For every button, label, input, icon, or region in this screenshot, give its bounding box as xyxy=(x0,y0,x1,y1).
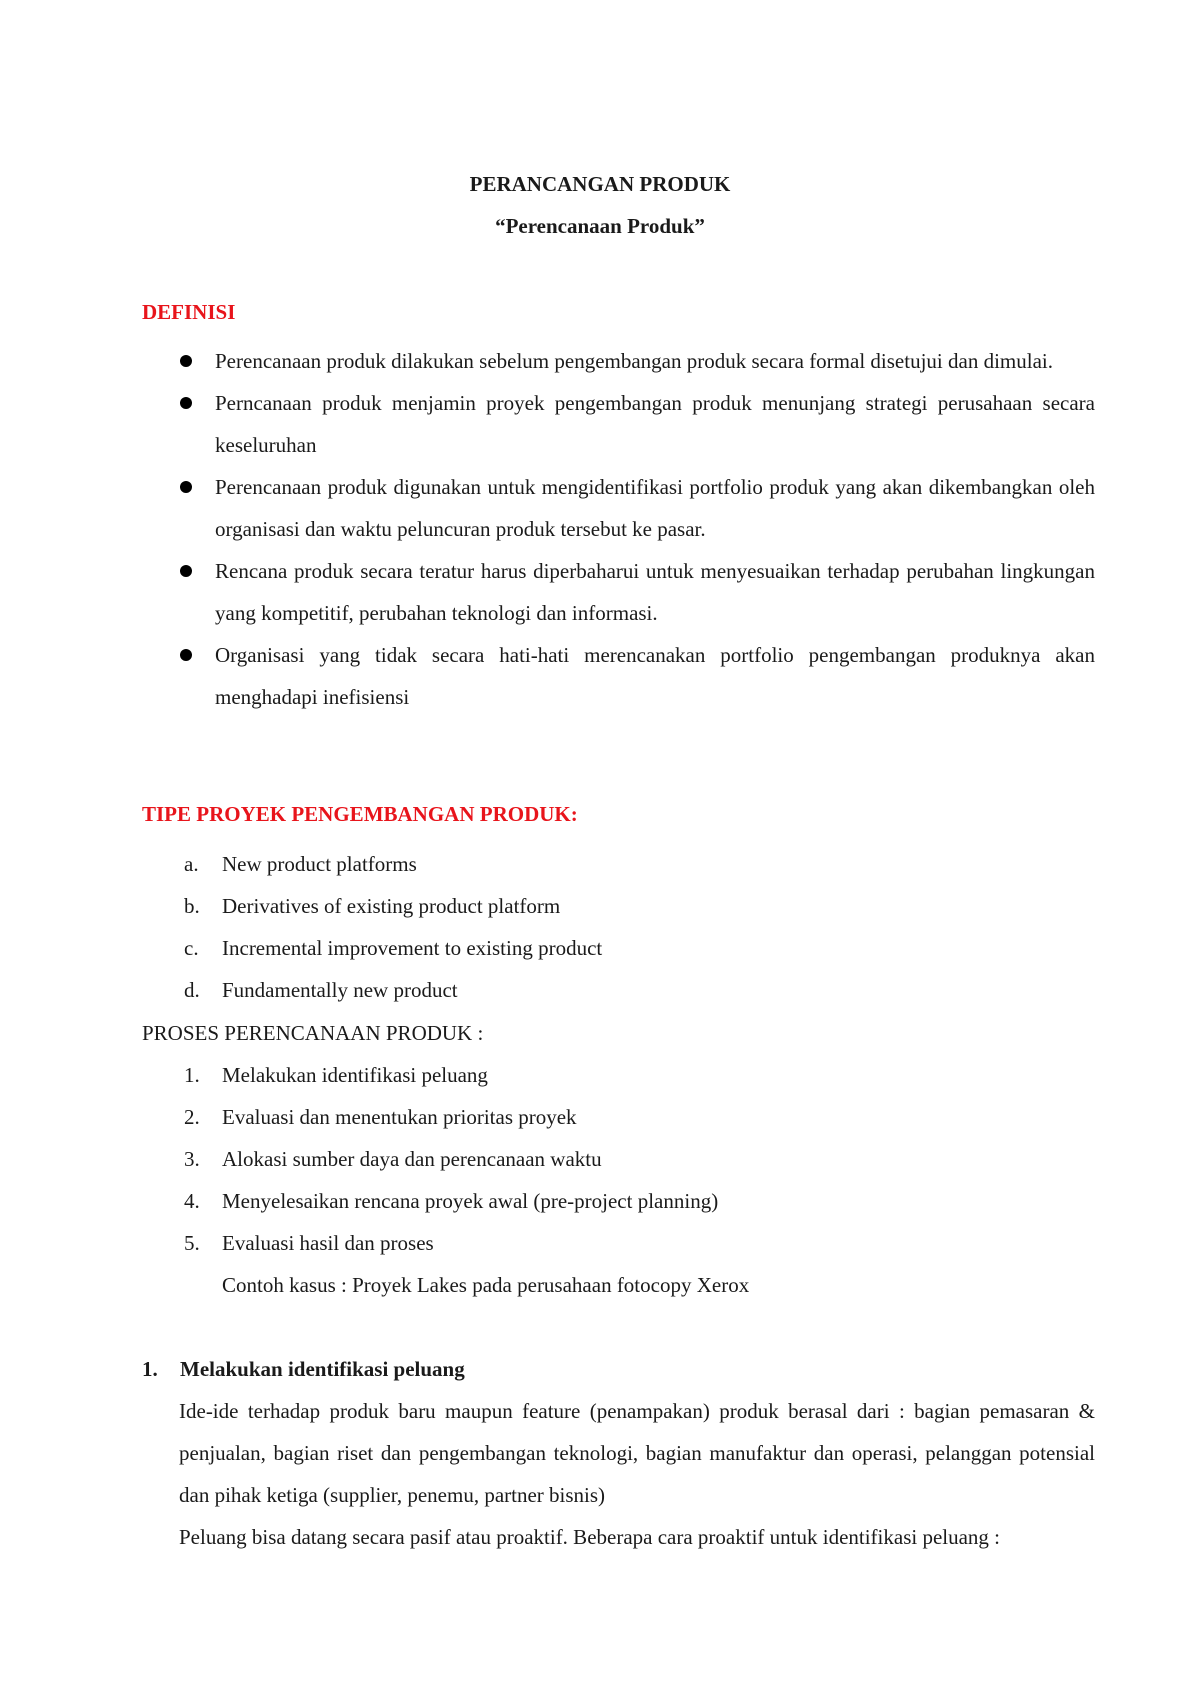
section-heading xyxy=(142,1348,465,1390)
tipe-list xyxy=(184,843,602,1011)
list-item-text: Rencana produk secara teratur harus diperbaharui untuk menyesuaikan terhadap perubahan lingkungan yang kompetitif, perubahan teknologi dan informasi. xyxy=(215,559,1095,625)
list-item-text: Melakukan identifikasi peluang xyxy=(222,1063,488,1087)
list-item xyxy=(184,1054,718,1096)
section-number: 1. xyxy=(142,1357,158,1381)
list-item xyxy=(184,1096,718,1138)
section-body xyxy=(179,1390,1095,1558)
list-marker: c. xyxy=(184,936,199,960)
list-marker: a. xyxy=(184,852,199,876)
list-item-text: Perencanaan produk digunakan untuk mengidentifikasi portfolio produk yang akan dikembangkan oleh organisasi dan waktu peluncuran produk tersebut ke pasar. xyxy=(215,475,1095,541)
list-item xyxy=(184,885,602,927)
list-item-text: Evaluasi dan menentukan prioritas proyek xyxy=(222,1105,577,1129)
proses-heading: PROSES PERENCANAAN PRODUK : xyxy=(142,1021,484,1045)
bullet-icon xyxy=(180,355,192,367)
list-marker: 4. xyxy=(184,1189,200,1213)
list-item-text: Evaluasi hasil dan proses xyxy=(222,1231,434,1255)
list-item-text: Menyelesaikan rencana proyek awal (pre-project planning) xyxy=(222,1189,719,1213)
definisi-heading: DEFINISI xyxy=(142,300,236,324)
definisi-list xyxy=(175,340,1095,718)
list-item xyxy=(184,1222,718,1264)
list-item xyxy=(175,466,1095,550)
section-title: Melakukan identifikasi peluang xyxy=(180,1357,465,1381)
proses-list xyxy=(184,1054,718,1264)
list-item xyxy=(175,340,1095,382)
contoh-kasus-text: Contoh kasus : Proyek Lakes pada perusahaan fotocopy Xerox xyxy=(222,1273,750,1297)
bullet-icon xyxy=(180,397,192,409)
list-item-text: Organisasi yang tidak secara hati-hati merencanakan portfolio pengembangan produknya akan menghadapi inefisiensi xyxy=(215,643,1095,709)
document-title: PERANCANGAN PRODUK xyxy=(469,172,731,196)
list-marker: 1. xyxy=(184,1063,200,1087)
list-item xyxy=(184,1180,718,1222)
paragraph: Ide-ide terhadap produk baru maupun feature (penampakan) produk berasal dari : bagian pemasaran & penjualan, bagian riset dan pengembangan teknologi, bagian manufaktur dan operasi, pelanggan potensial dan pihak ketiga (supplier, penemu, partner bisnis) xyxy=(179,1399,1095,1507)
list-item-text: Fundamentally new product xyxy=(222,978,458,1002)
list-item-text: New product platforms xyxy=(222,852,417,876)
list-item xyxy=(175,550,1095,634)
list-item xyxy=(175,382,1095,466)
list-marker: 3. xyxy=(184,1147,200,1171)
list-item xyxy=(184,927,602,969)
list-item xyxy=(184,843,602,885)
list-marker: 2. xyxy=(184,1105,200,1129)
list-item xyxy=(184,969,602,1011)
bullet-icon xyxy=(180,649,192,661)
list-item-text: Derivatives of existing product platform xyxy=(222,894,561,918)
list-marker: 5. xyxy=(184,1231,200,1255)
bullet-icon xyxy=(180,481,192,493)
tipe-heading: TIPE PROYEK PENGEMBANGAN PRODUK: xyxy=(142,802,578,826)
list-item xyxy=(175,634,1095,718)
paragraph: Peluang bisa datang secara pasif atau proaktif. Beberapa cara proaktif untuk identifikasi peluang : xyxy=(179,1525,1001,1549)
document-subtitle: “Perencanaan Produk” xyxy=(495,214,705,238)
list-item xyxy=(184,1138,718,1180)
list-item-text: Perncanaan produk menjamin proyek pengembangan produk menunjang strategi perusahaan secara keseluruhan xyxy=(215,391,1095,457)
list-marker: d. xyxy=(184,978,200,1002)
list-item-text: Alokasi sumber daya dan perencanaan waktu xyxy=(222,1147,602,1171)
list-item-text: Perencanaan produk dilakukan sebelum pengembangan produk secara formal disetujui dan dimulai. xyxy=(215,349,1053,373)
list-marker: b. xyxy=(184,894,200,918)
bullet-icon xyxy=(180,565,192,577)
list-item-text: Incremental improvement to existing product xyxy=(222,936,603,960)
